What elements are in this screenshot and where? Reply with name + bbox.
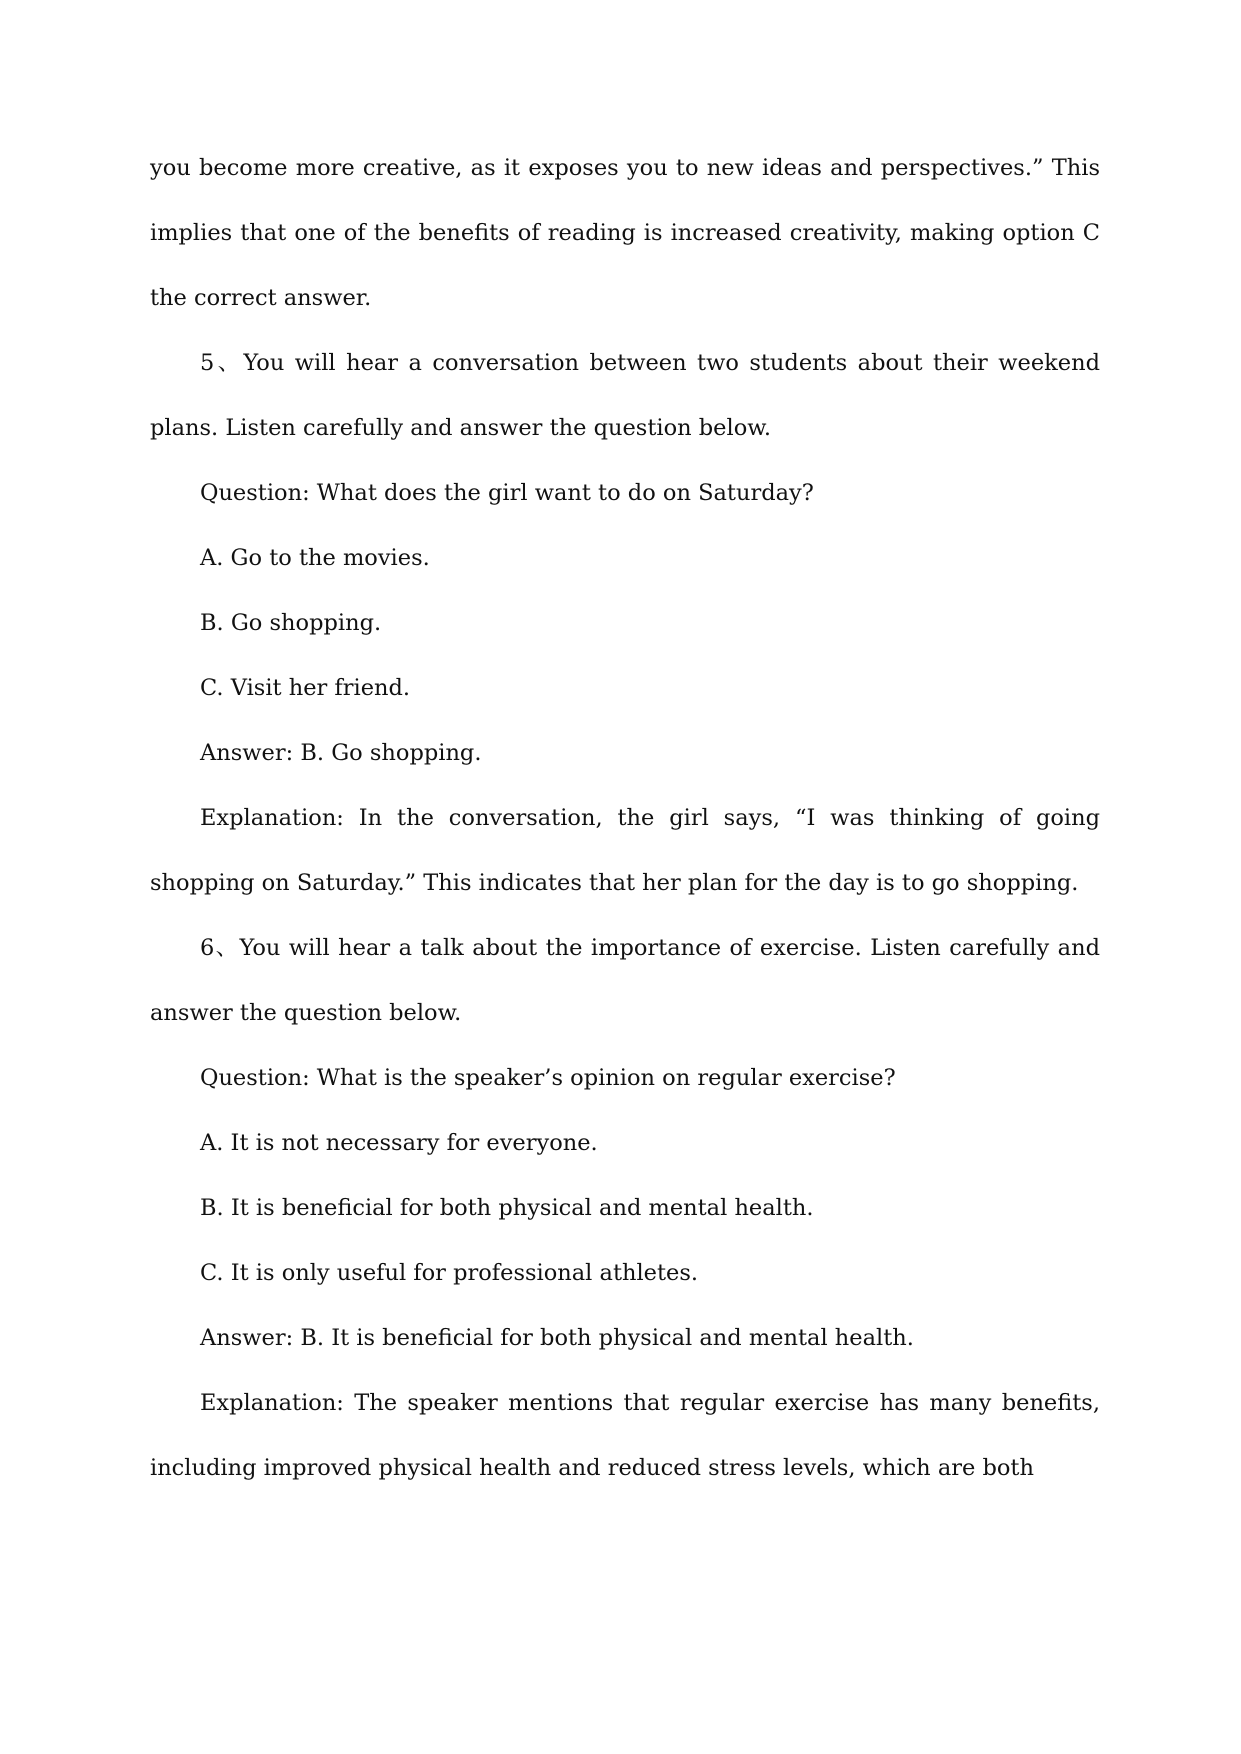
question-6-explanation: Explanation: The speaker mentions that regular exercise has many benefits, including improved physical health and reduced stress levels, which are both	[150, 1390, 1100, 1481]
question-5-option-b: B. Go shopping.	[200, 610, 382, 636]
question-5-option-c: C. Visit her friend.	[200, 675, 411, 701]
question-5-instructions: 5、You will hear a conversation between two students about their weekend plans. Listen carefully and answer the question below.	[150, 350, 1100, 441]
question-6-answer: Answer: B. It is beneficial for both physical and mental health.	[200, 1325, 914, 1351]
question-6-option-b: B. It is beneficial for both physical and mental health.	[200, 1195, 814, 1221]
question-5-prompt: Question: What does the girl want to do on Saturday?	[200, 480, 814, 506]
question-6-option-a: A. It is not necessary for everyone.	[200, 1130, 598, 1156]
question-6-option-c: C. It is only useful for professional athletes.	[200, 1260, 699, 1286]
paragraph-reading-explanation-end: you become more creative, as it exposes you to new ideas and perspectives.” This implies that one of the benefits of reading is increased creativity, making option C the correct answer.	[150, 155, 1100, 311]
question-6-prompt: Question: What is the speaker’s opinion on regular exercise?	[200, 1065, 896, 1091]
question-5-answer: Answer: B. Go shopping.	[200, 740, 482, 766]
question-6-instructions: 6、You will hear a talk about the importance of exercise. Listen carefully and answer the question below.	[150, 935, 1100, 1026]
question-5-option-a: A. Go to the movies.	[200, 545, 430, 571]
document-body	[150, 136, 1100, 1501]
question-5-explanation: Explanation: In the conversation, the girl says, “I was thinking of going shopping on Saturday.” This indicates that her plan for the day is to go shopping.	[150, 805, 1100, 896]
